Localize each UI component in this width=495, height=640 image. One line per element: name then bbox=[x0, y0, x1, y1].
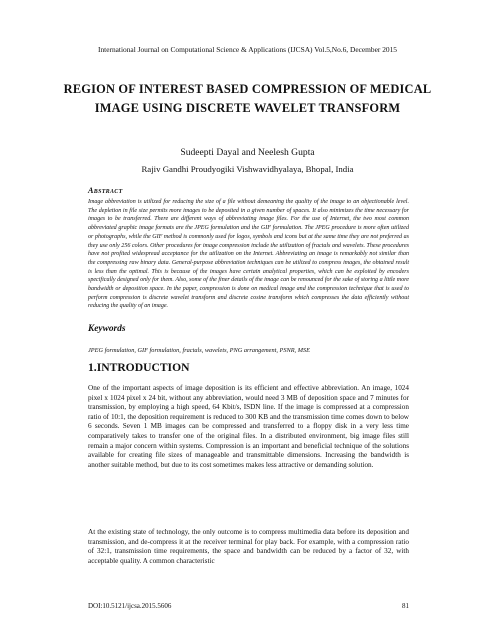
footer-doi[interactable]: DOI:10.5121/ijcsa.2015.5606 bbox=[88, 602, 172, 610]
introduction-heading: 1.INTRODUCTION bbox=[88, 361, 190, 374]
paper-title: REGION OF INTEREST BASED COMPRESSION OF MEDICAL IMAGE USING DISCRETE WAVELET TRANSFORM bbox=[63, 82, 432, 115]
introduction-paragraph-2: At the existing state of technology, the only outcome is to compress multimedia data before its deposition and transmission, and de-compress it at the receiver terminal for play back. For example, with a compression ratio of 32:1, transmission time requirements, the space and bandwidth can be reduced by a factor of 32, with acceptable quality. A common characteristic bbox=[88, 528, 409, 565]
abstract-heading: Abstract bbox=[88, 186, 123, 195]
paper-authors: Sudeepti Dayal and Neelesh Gupta bbox=[180, 147, 315, 158]
abstract-text: Image abbreviation is utilized for reducing the size of a file without demeaning the quality of the image to an objectionable level. The depletion in file size permits more images to be deposited in a given number of spaces. It also minimizes the time necessary for images to be transferred. There are different ways of abbreviating image files. For the use of Internet, the two most common abbreviated graphic image formats are the JPEG formulation and the GIF formulation. The JPEG procedure is more often utilized or photographs, while the GIF method is commonly used for logos, symbols and icons but at the same time they are not preferred as they use only 256 colors. Other procedures for image compression include the utilization of fractals and wavelets. These procedures have not profited widespread acceptance for the utilization on the Internet. Abbreviating an image is remarkably not similar than the compressing raw binary data. General-purpose abbreviation techniques can be utilized to compress images, the obtained result is less than the optimal. This is because of the images have certain analytical properties, which can be exploited by encoders specifically designed only for them. Also, some of the finer details of the image can be renounced for the sake of storing a little more bandwidth or deposition space. In the paper, compression is done on medical image and the compression technique that is used to perform compression is discrete wavelet transform and discrete cosine transform which compresses the data efficiently without reducing the quality of an image. bbox=[88, 199, 409, 310]
paper-affiliation: Rajiv Gandhi Proudyogiki Vishwavidhyalaya, Bhopal, India bbox=[141, 164, 354, 174]
keywords-heading: Keywords bbox=[88, 324, 126, 334]
footer-page-number: 81 bbox=[402, 602, 409, 610]
introduction-paragraph-1: One of the important aspects of image deposition is its efficient and effective abbreviation. An image, 1024 pixel x 1024 pixel x 24 bit, without any abbreviation, would need 3 MB of deposition space and 7 minutes for transmission, by employing a high speed, 64 Kbit/s, ISDN line. If the image is compressed at a compression ratio of 10:1, the deposition requirement is reduced to 300 KB and the transmission time comes down to below 6 seconds. Seven 1 MB images can be compressed and transferred to a floppy disk in a very less time comparatively takes to transfer one of the original files. In a distributed environment, big image files still remain a major concern within systems. Compression is an important and beneficial technique of the solutions available for creating file sizes of manageable and transmittable dimensions. Increasing the bandwidth is another suitable method, but due to its cost sometimes makes less attractive or demanding solution. bbox=[88, 384, 409, 469]
keywords-text: JPEG formulation, GIF formulation, fractals, wavelets, PNG arrangement, PSNR, MSE bbox=[88, 347, 310, 354]
journal-header: International Journal on Computational Science & Applications (IJCSA) Vol.5,No.6, December 2015 bbox=[98, 45, 397, 54]
